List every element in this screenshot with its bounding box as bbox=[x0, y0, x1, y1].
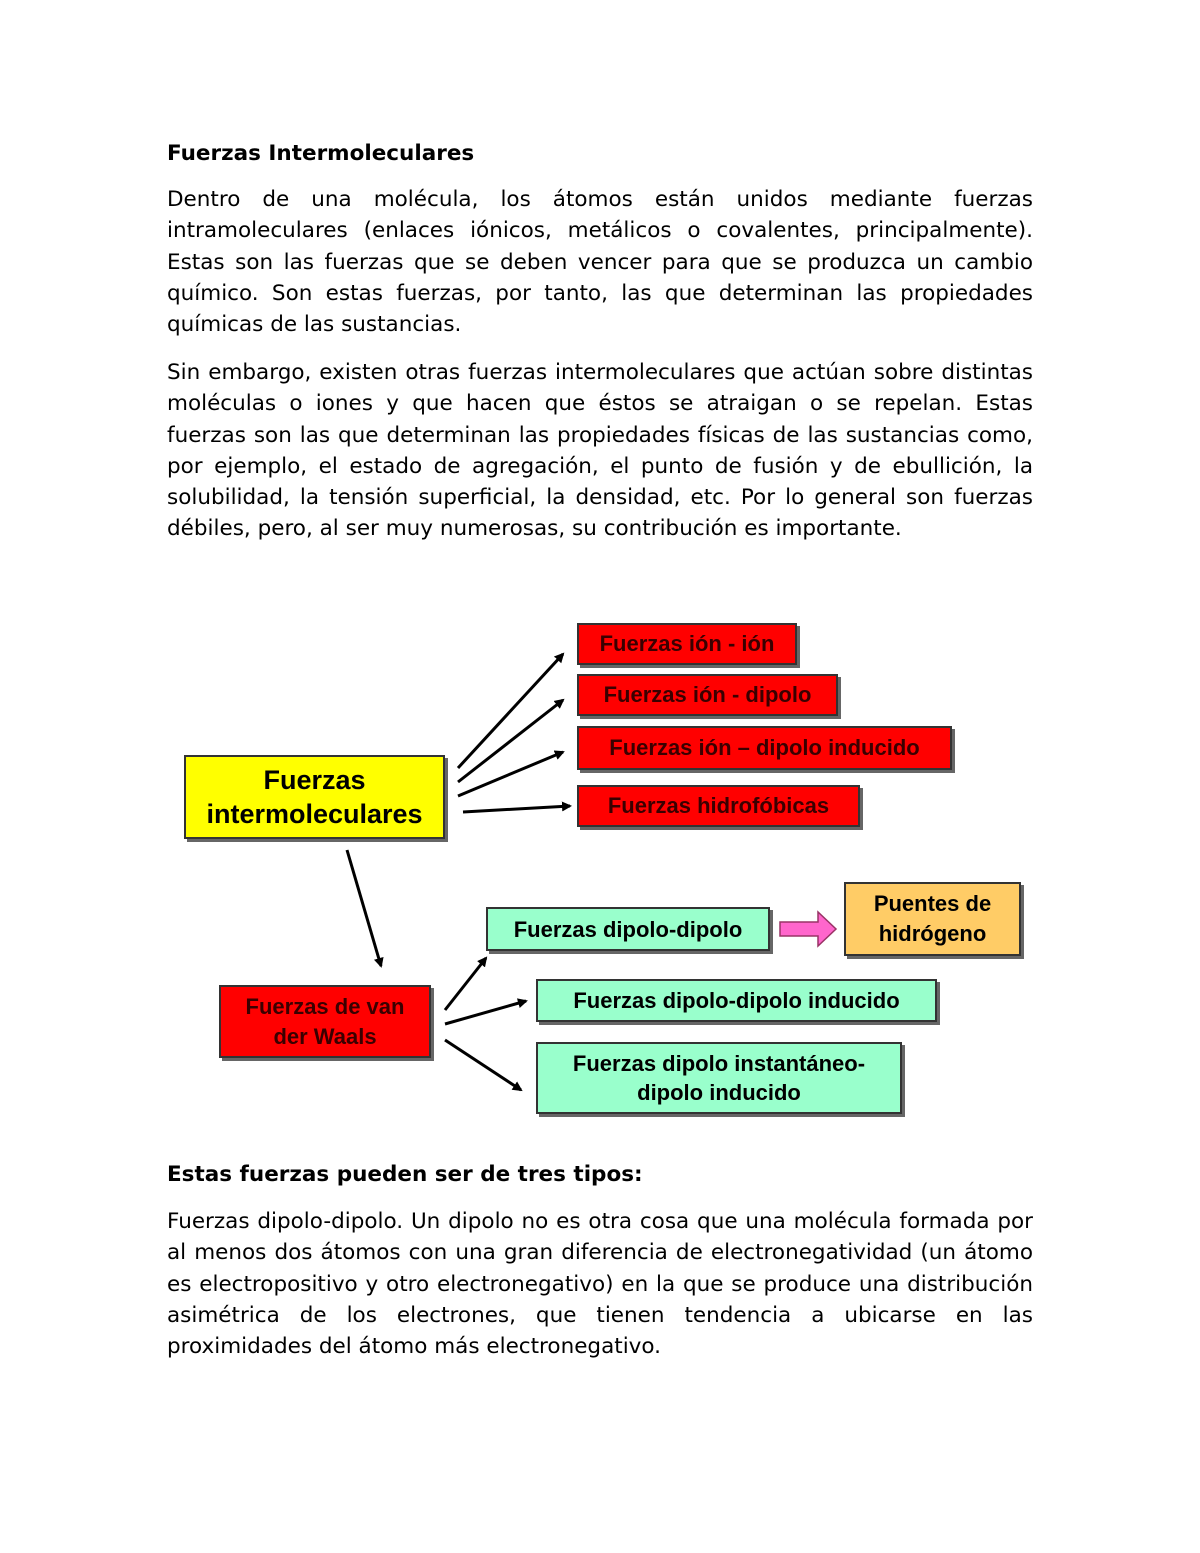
arrow-to-hidrofobicas bbox=[463, 806, 570, 812]
page-title: Fuerzas Intermoleculares bbox=[167, 141, 475, 166]
box-dipolo-instantaneo: Fuerzas dipolo instantáneo-dipolo inducido bbox=[536, 1042, 902, 1114]
box-fuerzas-intermoleculares: Fuerzas intermoleculares bbox=[184, 755, 445, 839]
paragraph-text: Dentro de una molécula, los átomos están unidos mediante fuerzas intramoleculares (enlaces iónicos, metálicos o covalentes, principalmente). Estas son las fuerzas que se deben vencer para que se produzca un cambio químico. Son estas fuerzas, por tanto, las que determinan las propiedades químicas de las sustancias. bbox=[167, 187, 1033, 338]
box-hidrofobicas: Fuerzas hidrofóbicas bbox=[577, 785, 860, 827]
arrow-to-dipolo-dipolo-inducido bbox=[445, 1001, 526, 1024]
pink-arrow-to-puentes bbox=[780, 912, 836, 946]
paragraph-dipolo-dipolo bbox=[167, 1206, 1033, 1362]
paragraph-intermolecular bbox=[167, 357, 1033, 545]
box-van-der-waals: Fuerzas de van der Waals bbox=[219, 985, 431, 1058]
box-ion-dipolo-inducido: Fuerzas ión – dipolo inducido bbox=[577, 726, 952, 770]
section-subtitle: Estas fuerzas pueden ser de tres tipos: bbox=[167, 1162, 643, 1187]
paragraph-text: Sin embargo, existen otras fuerzas intermoleculares que actúan sobre distintas moléculas o iones y que hacen que éstos se atraigan o se repelan. Estas fuerzas son las que determinan las propiedades físicas de las sustancias como, por ejemplo, el estado de agregación, el punto de fusión y de ebullición, la solubilidad, la tensión superficial, la densidad, etc. Por lo general son fuerzas débiles, pero, al ser muy numerosas, su contribución es importante. bbox=[167, 360, 1033, 542]
box-dipolo-dipolo-inducido: Fuerzas dipolo-dipolo inducido bbox=[536, 979, 937, 1022]
box-dipolo-dipolo: Fuerzas dipolo-dipolo bbox=[486, 907, 770, 951]
arrow-to-dipolo-dipolo bbox=[445, 958, 486, 1010]
arrow-to-van-der-waals bbox=[347, 850, 381, 966]
arrow-to-ion-dipolo-inducido bbox=[458, 752, 563, 796]
arrow-to-ion-dipolo bbox=[458, 700, 563, 782]
arrow-to-ion-ion bbox=[458, 654, 563, 768]
box-puentes-de-hidrogeno: Puentes de hidrógeno bbox=[844, 882, 1021, 956]
paragraph-intramolecular bbox=[167, 184, 1033, 340]
arrow-to-instantaneo bbox=[445, 1040, 521, 1090]
box-ion-dipolo: Fuerzas ión - dipolo bbox=[577, 674, 838, 716]
paragraph-text: Fuerzas dipolo-dipolo. Un dipolo no es otra cosa que una molécula formada por al menos dos átomos con una gran diferencia de electronegatividad (un átomo es electropositivo y otro electronegativo) en la que se produce una distribución asimétrica de los electrones, que tienen tendencia a ubicarse en las proximidades del átomo más electronegativo. bbox=[167, 1209, 1033, 1360]
box-ion-ion: Fuerzas ión - ión bbox=[577, 623, 797, 665]
